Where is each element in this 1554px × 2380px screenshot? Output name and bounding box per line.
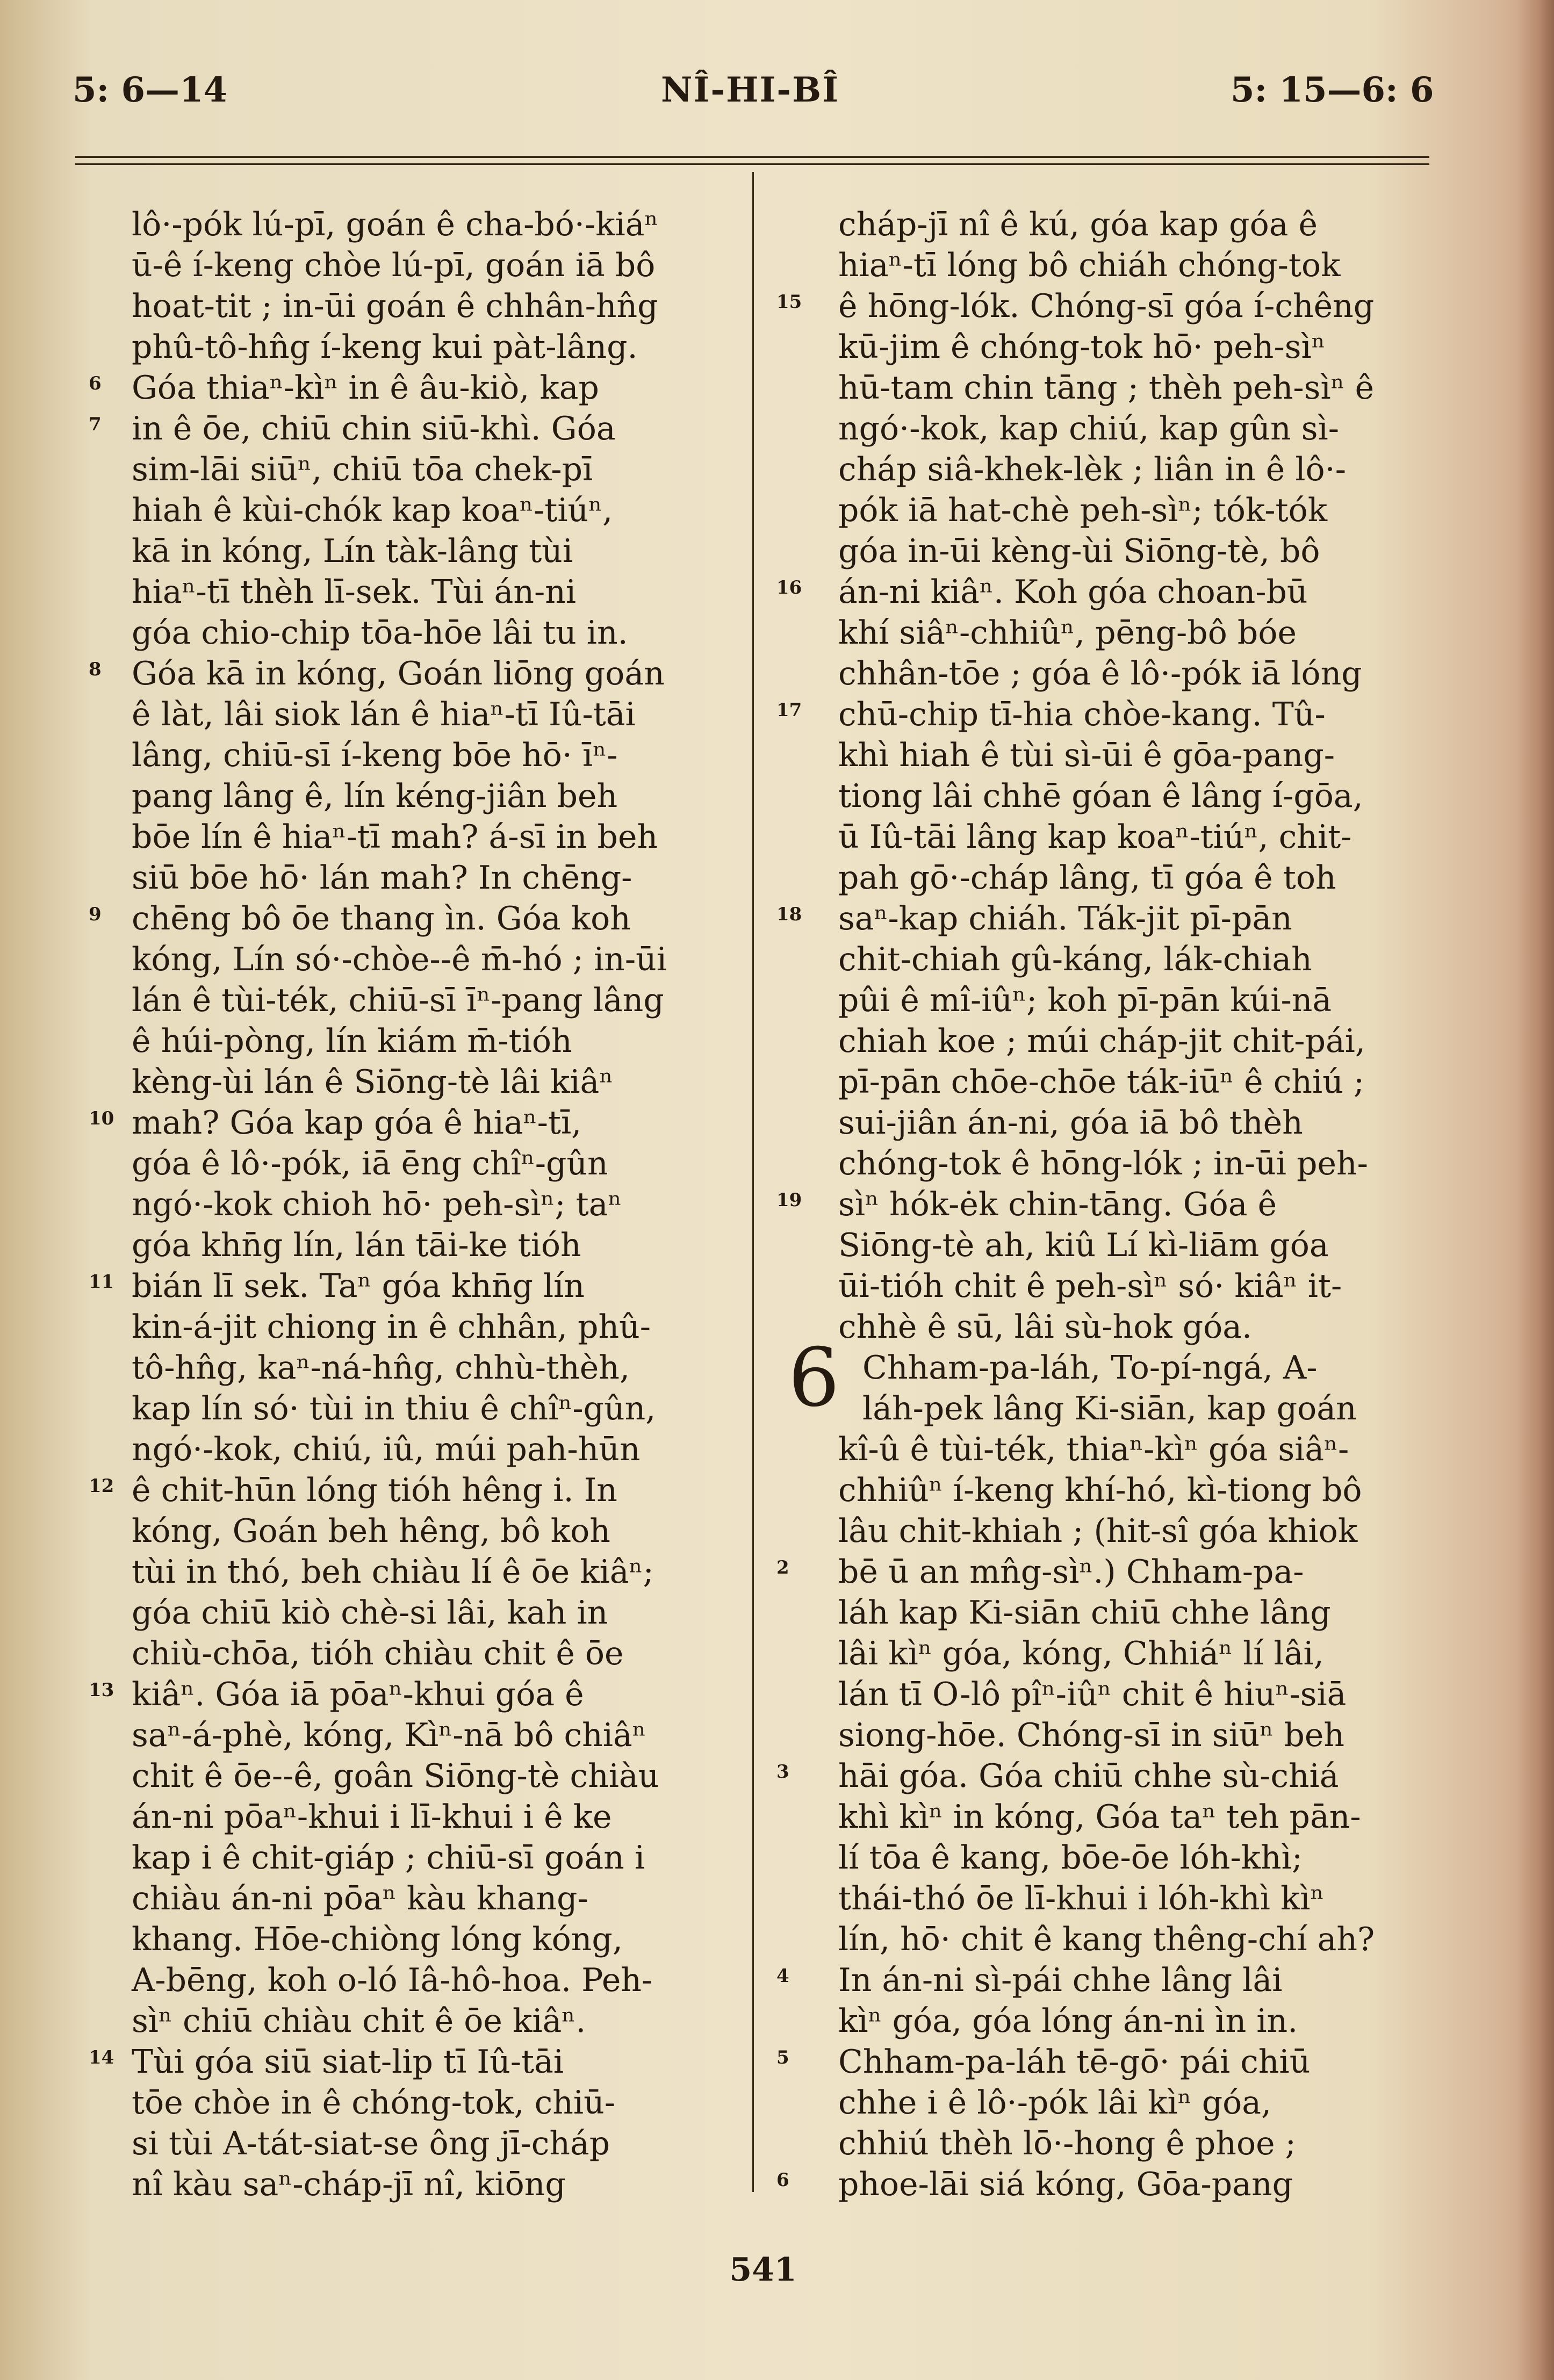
line-text: khang. Hōe-chiòng lóng kóng, bbox=[132, 1921, 623, 1958]
line-text: kî-û ê tùi-ték, thiaⁿ-kìⁿ góa siâⁿ- bbox=[838, 1431, 1349, 1468]
text-line bbox=[89, 490, 750, 531]
text-line bbox=[89, 2164, 750, 2205]
line-text: hiaⁿ-tī thèh lī-sek. Tùi án-ni bbox=[132, 573, 577, 611]
line-text: kap lín só· tùi in thiu ê chîⁿ-gûn, bbox=[132, 1390, 656, 1427]
line-text: chit-chiah gû-káng, lák-chiah bbox=[838, 941, 1312, 978]
text-line bbox=[776, 1960, 1443, 2001]
text-line bbox=[776, 490, 1443, 531]
line-text: cháp siâ-khek-lèk ; liân in ê lô·- bbox=[838, 451, 1347, 488]
text-line bbox=[776, 449, 1443, 490]
line-text: ū Iû-tāi lâng kap koaⁿ-tiúⁿ, chit- bbox=[838, 818, 1352, 856]
text-line bbox=[776, 939, 1443, 980]
text-line bbox=[89, 1062, 750, 1102]
text-line bbox=[776, 653, 1443, 694]
line-text: ê chit-hūn lóng tióh hêng i. In bbox=[132, 1472, 617, 1509]
text-line bbox=[776, 1552, 1443, 1592]
line-text: lán ê tùi-ték, chiū-sī īⁿ-pang lâng bbox=[132, 982, 664, 1019]
text-line bbox=[89, 531, 750, 572]
line-text: kìⁿ góa, góa lóng án-ni ìn in. bbox=[838, 2002, 1298, 2040]
text-line bbox=[89, 1552, 750, 1592]
text-line bbox=[89, 1878, 750, 1919]
line-text: ngó·-kok chioh hō· peh-sìⁿ; taⁿ bbox=[132, 1186, 622, 1223]
text-line bbox=[89, 1674, 750, 1715]
line-text: thái-thó ōe lī-khui i lóh-khì kìⁿ bbox=[838, 1880, 1325, 1917]
line-text: saⁿ-á-phè, kóng, Kìⁿ-nā bô chiâⁿ bbox=[132, 1717, 646, 1754]
line-text: ê hōng-lók. Chóng-sī góa í-chêng bbox=[838, 287, 1375, 325]
text-line bbox=[776, 1919, 1443, 1960]
text-line bbox=[89, 898, 750, 939]
text-line bbox=[776, 2042, 1443, 2082]
line-text: lí tōa ê kang, bōe-ōe lóh-khì; bbox=[838, 1839, 1303, 1877]
text-line bbox=[776, 1225, 1443, 1266]
text-line bbox=[89, 612, 750, 653]
line-text: Góa kā in kóng, Goán liōng goán bbox=[132, 655, 665, 693]
line-text: pûi ê mî-iûⁿ; koh pī-pān kúi-nā bbox=[838, 982, 1332, 1019]
line-text: si tùi A-tát-siat-se ông jī-cháp bbox=[132, 2125, 610, 2162]
text-line bbox=[89, 1021, 750, 1062]
text-line bbox=[776, 1633, 1443, 1674]
line-text: góa in-ūi kèng-ùi Siōng-tè, bô bbox=[838, 532, 1320, 570]
line-text: kū-jim ê chóng-tok hō· peh-sìⁿ bbox=[838, 328, 1326, 366]
line-text: chiàu án-ni pōaⁿ kàu khang- bbox=[132, 1880, 588, 1917]
text-line bbox=[89, 1633, 750, 1674]
text-line bbox=[776, 286, 1443, 327]
line-text: Chham-pa-láh tē-gō· pái chiū bbox=[838, 2043, 1311, 2081]
line-text: chiù-chōa, tióh chiàu chit ê ōe bbox=[132, 1635, 624, 1672]
line-text: pī-pān chōe-chōe ták-iūⁿ ê chiú ; bbox=[838, 1063, 1365, 1101]
text-line bbox=[776, 1347, 1443, 1388]
line-text: láh kap Ki-siān chiū chhe lâng bbox=[838, 1594, 1331, 1632]
line-text: tô-hn̂g, kaⁿ-ná-hn̂g, chhù-thèh, bbox=[132, 1349, 630, 1387]
header-rule-top bbox=[75, 156, 1429, 158]
text-line bbox=[776, 612, 1443, 653]
text-line bbox=[776, 408, 1443, 449]
text-line bbox=[89, 694, 750, 735]
text-line bbox=[89, 1960, 750, 2001]
text-line bbox=[89, 2123, 750, 2164]
text-line bbox=[89, 1143, 750, 1184]
verse-number: 2 bbox=[776, 1557, 789, 1578]
line-text: hoat-tit ; in-ūi goán ê chhân-hn̂g bbox=[132, 287, 658, 325]
text-line bbox=[776, 572, 1443, 612]
line-text: in ê ōe, chiū chin siū-khì. Góa bbox=[132, 410, 616, 448]
verse-number: 6 bbox=[89, 373, 102, 394]
text-line bbox=[776, 1062, 1443, 1102]
line-text: án-ni kiâⁿ. Koh góa choan-bū bbox=[838, 573, 1308, 611]
line-text: góa chiū kiò chè-si lâi, kah in bbox=[132, 1594, 608, 1632]
line-text: khì hiah ê tùi sì-ūi ê gōa-pang- bbox=[838, 737, 1335, 774]
text-line bbox=[89, 1307, 750, 1347]
line-text: chēng bô ōe thang ìn. Góa koh bbox=[132, 900, 631, 937]
text-line bbox=[776, 245, 1443, 286]
line-text: kap i ê chit-giáp ; chiū-sī goán i bbox=[132, 1839, 645, 1877]
right-text-column bbox=[776, 204, 1443, 2205]
line-text: góa chio-chip tōa-hōe lâi tu in. bbox=[132, 614, 628, 652]
text-line bbox=[89, 1919, 750, 1960]
text-line bbox=[89, 980, 750, 1021]
line-text: sìⁿ hók-ėk chin-tāng. Góa ê bbox=[838, 1186, 1277, 1223]
line-text: A-bēng, koh o-ló Iâ-hô-hoa. Peh- bbox=[132, 1961, 653, 1999]
text-line bbox=[89, 1715, 750, 1756]
line-text: kin-á-jit chiong in ê chhân, phû- bbox=[132, 1308, 651, 1346]
text-line bbox=[89, 735, 750, 776]
line-text: sìⁿ chiū chiàu chit ê ōe kiâⁿ. bbox=[132, 2002, 586, 2040]
line-text: mah? Góa kap góa ê hiaⁿ-tī, bbox=[132, 1104, 582, 1142]
text-line bbox=[89, 1347, 750, 1388]
line-text: kèng-ùi lán ê Siōng-tè lâi kiâⁿ bbox=[132, 1063, 614, 1101]
verse-number: 8 bbox=[89, 659, 102, 680]
line-text: lâu chit-khiah ; (hit-sî góa khiok bbox=[838, 1512, 1358, 1550]
text-line bbox=[776, 327, 1443, 367]
verse-number: 13 bbox=[89, 1679, 114, 1701]
text-line bbox=[776, 776, 1443, 817]
line-text: bián lī sek. Taⁿ góa khn̄g lín bbox=[132, 1267, 585, 1305]
text-line bbox=[89, 2082, 750, 2123]
text-line bbox=[776, 898, 1443, 939]
text-line bbox=[776, 735, 1443, 776]
text-line bbox=[776, 1797, 1443, 1837]
line-text: pók iā hat-chè peh-sìⁿ; tók-tók bbox=[838, 492, 1328, 529]
line-text: tōe chòe in ê chóng-tok, chiū- bbox=[132, 2084, 616, 2122]
text-line bbox=[89, 286, 750, 327]
line-text: In án-ni sì-pái chhe lâng lâi bbox=[838, 1961, 1283, 1999]
text-line bbox=[776, 1429, 1443, 1470]
verse-number: 18 bbox=[776, 904, 802, 925]
line-text: Siōng-tè ah, kiû Lí kì-liām góa bbox=[838, 1227, 1329, 1264]
verse-number: 11 bbox=[89, 1271, 114, 1293]
line-text: lâi kìⁿ góa, kóng, Chhiáⁿ lí lâi, bbox=[838, 1635, 1324, 1672]
text-line bbox=[776, 857, 1443, 898]
text-line bbox=[89, 1592, 750, 1633]
text-line bbox=[89, 939, 750, 980]
line-text: góa khn̄g lín, lán tāi-ke tióh bbox=[132, 1227, 581, 1264]
text-line bbox=[776, 2082, 1443, 2123]
verse-number: 16 bbox=[776, 577, 802, 598]
header-left-reference: 5: 6—14 bbox=[73, 70, 228, 110]
line-text: chóng-tok ê hōng-lók ; in-ūi peh- bbox=[838, 1145, 1368, 1182]
line-text: saⁿ-kap chiáh. Ták-jit pī-pān bbox=[838, 900, 1292, 937]
text-line bbox=[776, 1715, 1443, 1756]
text-line bbox=[89, 1184, 750, 1225]
line-text: lín, hō· chit ê kang thêng-chí ah? bbox=[838, 1921, 1375, 1958]
text-line bbox=[89, 653, 750, 694]
line-text: chhiûⁿ í-keng khí-hó, kì-tiong bô bbox=[838, 1472, 1362, 1509]
text-line bbox=[776, 1143, 1443, 1184]
line-text: ūi-tióh chit ê peh-sìⁿ só· kiâⁿ it- bbox=[838, 1267, 1342, 1305]
line-text: sim-lāi siūⁿ, chiū tōa chek-pī bbox=[132, 451, 593, 488]
text-line bbox=[89, 245, 750, 286]
text-line bbox=[776, 1102, 1443, 1143]
verse-number: 14 bbox=[89, 2047, 114, 2068]
text-line bbox=[776, 1878, 1443, 1919]
line-text: hū-tam chin tāng ; thèh peh-sìⁿ ê bbox=[838, 369, 1375, 407]
text-line bbox=[776, 367, 1443, 408]
verse-number: 7 bbox=[89, 414, 102, 435]
text-line bbox=[776, 531, 1443, 572]
text-line bbox=[89, 408, 750, 449]
line-text: ū-ê í-keng chòe lú-pī, goán iā bô bbox=[132, 247, 656, 284]
line-text: cháp-jī nî ê kú, góa kap góa ê bbox=[838, 206, 1318, 243]
line-text: sui-jiân án-ni, góa iā bô thèh bbox=[838, 1104, 1303, 1142]
text-line bbox=[776, 2001, 1443, 2042]
text-line bbox=[776, 1388, 1443, 1429]
text-line bbox=[89, 1837, 750, 1878]
text-line bbox=[89, 367, 750, 408]
line-text: phoe-lāi siá kóng, Gōa-pang bbox=[838, 2166, 1293, 2203]
line-text: nî kàu saⁿ-cháp-jī nî, kiōng bbox=[132, 2166, 566, 2203]
text-line bbox=[776, 2123, 1443, 2164]
text-line bbox=[89, 1470, 750, 1511]
text-line bbox=[89, 1102, 750, 1143]
verse-number: 6 bbox=[776, 2169, 789, 2191]
line-text: góa ê lô·-pók, iā ēng chîⁿ-gûn bbox=[132, 1145, 608, 1182]
verse-number: 3 bbox=[776, 1761, 789, 1783]
text-line bbox=[89, 1225, 750, 1266]
text-line bbox=[776, 1674, 1443, 1715]
running-header bbox=[0, 70, 1554, 118]
text-line bbox=[89, 204, 750, 245]
line-text: chhân-tōe ; góa ê lô·-pók iā lóng bbox=[838, 655, 1362, 693]
verse-number: 10 bbox=[89, 1108, 114, 1129]
line-text: chiah koe ; múi cháp-jit chit-pái, bbox=[838, 1022, 1366, 1060]
line-text: tiong lâi chhē góan ê lâng í-gōa, bbox=[838, 777, 1363, 815]
line-text: chū-chip tī-hia chòe-kang. Tû- bbox=[838, 696, 1326, 733]
text-line bbox=[776, 817, 1443, 857]
line-text: kóng, Lín só·-chòe--ê m̄-hó ; in-ūi bbox=[132, 941, 667, 978]
line-text: ngó·-kok, chiú, iû, múi pah-hūn bbox=[132, 1431, 641, 1468]
text-line bbox=[89, 2042, 750, 2082]
line-text: khì kìⁿ in kóng, Góa taⁿ teh pān- bbox=[838, 1798, 1361, 1836]
line-text: pang lâng ê, lín kéng-jiân beh bbox=[132, 777, 618, 815]
text-line bbox=[776, 1021, 1443, 1062]
text-line bbox=[89, 1797, 750, 1837]
line-text: Góa thiaⁿ-kìⁿ in ê âu-kiò, kap bbox=[132, 369, 599, 407]
line-text: lâng, chiū-sī í-keng bōe hō· īⁿ- bbox=[132, 737, 618, 774]
text-line bbox=[776, 1756, 1443, 1797]
text-line bbox=[776, 1266, 1443, 1307]
line-text: chhè ê sū, lâi sù-hok góa. bbox=[838, 1308, 1253, 1346]
text-line bbox=[89, 776, 750, 817]
text-line bbox=[89, 1388, 750, 1429]
header-book-title: NÎ-HI-BÎ bbox=[661, 70, 839, 110]
text-line bbox=[776, 980, 1443, 1021]
verse-number: 19 bbox=[776, 1189, 802, 1211]
line-text: Chham-pa-láh, To-pí-ngá, A- bbox=[862, 1349, 1318, 1387]
text-line bbox=[776, 1837, 1443, 1878]
text-line bbox=[776, 2164, 1443, 2205]
line-text: tùi in thó, beh chiàu lí ê ōe kiâⁿ; bbox=[132, 1553, 654, 1591]
line-text: lán tī O-lô pîⁿ-iûⁿ chit ê hiuⁿ-siā bbox=[838, 1676, 1347, 1713]
text-line bbox=[776, 204, 1443, 245]
text-line bbox=[89, 1511, 750, 1552]
text-line bbox=[89, 327, 750, 367]
text-line bbox=[89, 449, 750, 490]
text-line bbox=[776, 1184, 1443, 1225]
line-text: chit ê ōe--ê, goân Siōng-tè chiàu bbox=[132, 1757, 659, 1795]
text-line bbox=[776, 1470, 1443, 1511]
text-line bbox=[776, 1511, 1443, 1552]
text-line bbox=[89, 2001, 750, 2042]
text-line bbox=[89, 1756, 750, 1797]
line-text: pah gō·-cháp lâng, tī góa ê toh bbox=[838, 859, 1336, 897]
verse-number: 12 bbox=[89, 1475, 114, 1497]
line-text: hāi góa. Góa chiū chhe sù-chiá bbox=[838, 1757, 1339, 1795]
left-text-column bbox=[89, 204, 750, 2205]
line-text: ngó·-kok, kap chiú, kap gûn sì- bbox=[838, 410, 1339, 448]
text-line bbox=[89, 572, 750, 612]
text-line bbox=[776, 1592, 1443, 1633]
line-text: bē ū an mn̂g-sìⁿ.) Chham-pa- bbox=[838, 1553, 1304, 1591]
verse-number: 15 bbox=[776, 291, 802, 313]
column-divider bbox=[752, 172, 754, 2192]
text-line bbox=[776, 1307, 1443, 1347]
line-text: hiah ê kùi-chók kap koaⁿ-tiúⁿ, bbox=[132, 492, 613, 529]
verse-number: 4 bbox=[776, 1965, 789, 1987]
line-text: phû-tô-hn̂g í-keng kui pàt-lâng. bbox=[132, 328, 638, 366]
line-text: bōe lín ê hiaⁿ-tī mah? á-sī in beh bbox=[132, 818, 658, 856]
line-text: hiaⁿ-tī lóng bô chiáh chóng-tok bbox=[838, 247, 1341, 284]
text-line bbox=[89, 817, 750, 857]
line-text: khí siâⁿ-chhiûⁿ, pēng-bô bóe bbox=[838, 614, 1297, 652]
line-text: siū bōe hō· lán mah? In chēng- bbox=[132, 859, 632, 897]
header-right-reference: 5: 15—6: 6 bbox=[1231, 70, 1434, 110]
chapter-number: 6 bbox=[788, 1331, 840, 1425]
line-text: kiâⁿ. Góa iā pōaⁿ-khui góa ê bbox=[132, 1676, 584, 1713]
text-line bbox=[89, 1266, 750, 1307]
page-edge-shading bbox=[1516, 0, 1554, 2380]
verse-number: 9 bbox=[89, 904, 102, 925]
line-text: láh-pek lâng Ki-siān, kap goán bbox=[862, 1390, 1357, 1427]
text-line bbox=[776, 694, 1443, 735]
line-text: ê húi-pòng, lín kiám m̄-tióh bbox=[132, 1022, 572, 1060]
text-line bbox=[89, 1429, 750, 1470]
line-text: chhe i ê lô·-pók lâi kìⁿ góa, bbox=[838, 2084, 1272, 2122]
page-number: 541 bbox=[729, 2251, 797, 2289]
verse-number: 17 bbox=[776, 699, 802, 721]
line-text: siong-hōe. Chóng-sī in siūⁿ beh bbox=[838, 1717, 1345, 1754]
verse-number: 5 bbox=[776, 2047, 789, 2068]
line-text: kóng, Goán beh hêng, bô koh bbox=[132, 1512, 610, 1550]
header-rule-bottom bbox=[75, 163, 1429, 165]
line-text: lô·-pók lú-pī, goán ê cha-bó·-kiáⁿ bbox=[132, 206, 659, 243]
line-text: án-ni pōaⁿ-khui i lī-khui i ê ke bbox=[132, 1798, 612, 1836]
line-text: chhiú thèh lō·-hong ê phoe ; bbox=[838, 2125, 1296, 2162]
text-line bbox=[89, 857, 750, 898]
line-text: ê làt, lâi siok lán ê hiaⁿ-tī Iû-tāi bbox=[132, 696, 636, 733]
line-text: Tùi góa siū siat-lip tī Iû-tāi bbox=[132, 2043, 564, 2081]
line-text: kā in kóng, Lín tàk-lâng tùi bbox=[132, 532, 573, 570]
